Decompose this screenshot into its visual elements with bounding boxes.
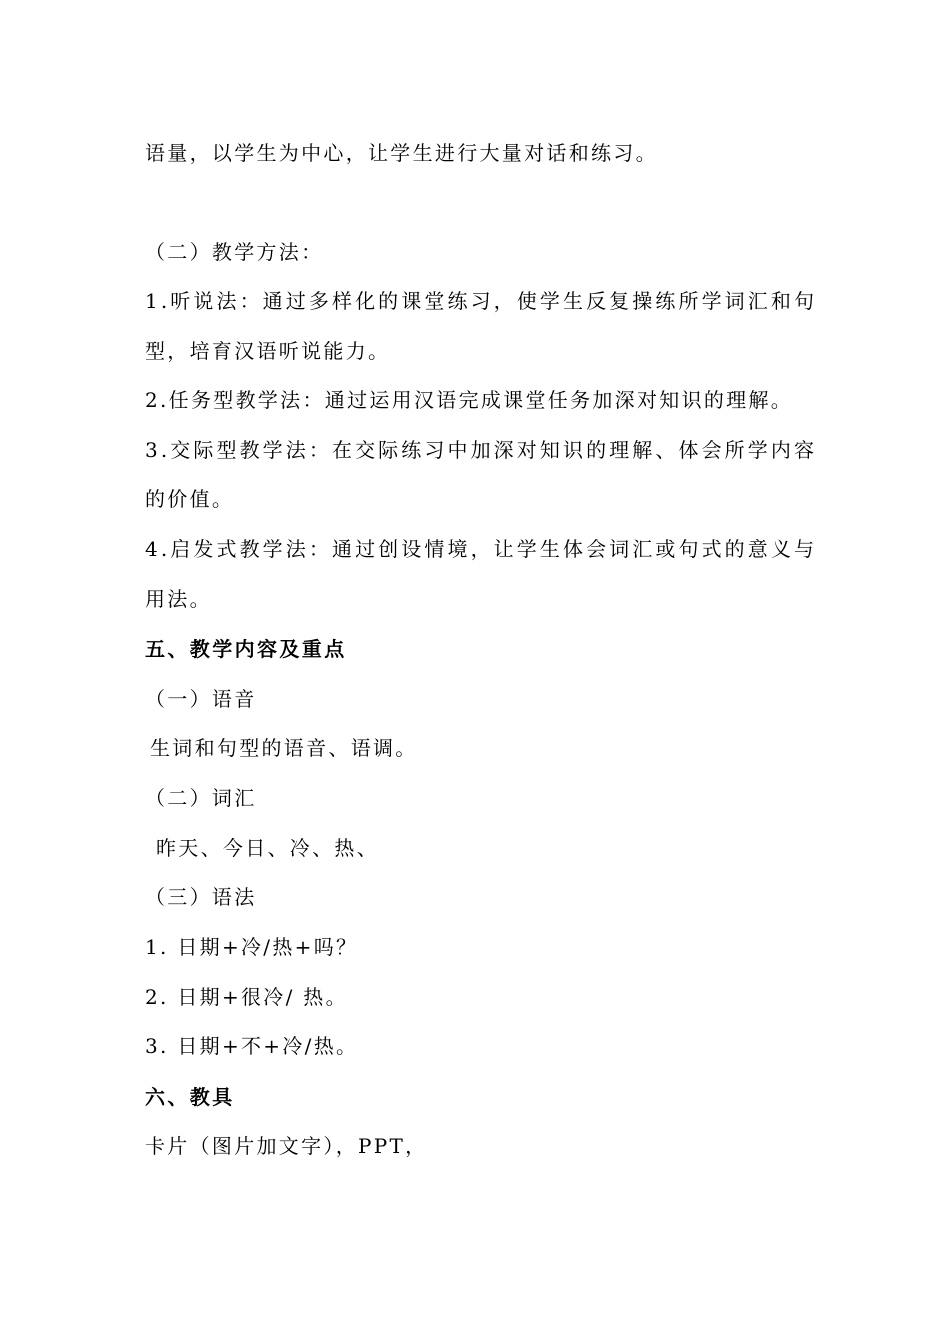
method-4-line-2: 用法。 [145,587,212,611]
grammar-item-1: 1. 日期+冷/热+吗？ [145,935,359,959]
paragraph-line: 语量，以学生为中心，让学生进行大量对话和练习。 [145,141,658,165]
method-4-line-1: 4.启发式教学法：通过创设情境，让学生体会词汇或句式的意义与 [145,537,818,561]
phonetics-body: 生词和句型的语音、语调。 [150,736,418,760]
grammar-item-2: 2. 日期+很冷/ 热。 [145,985,348,1009]
vocab-heading: （二）词汇 [145,786,257,810]
method-2: 2.任务型教学法：通过运用汉语完成课堂任务加深对知识的理解。 [145,388,794,412]
phonetics-heading: （一）语音 [145,687,257,711]
grammar-heading: （三）语法 [145,885,257,909]
section-6-heading: 六、教具 [145,1085,235,1109]
method-3-line-1: 3.交际型教学法：在交际练习中加深对知识的理解、体会所学内容 [145,438,818,462]
method-1-line-2: 型，培育汉语听说能力。 [145,339,391,363]
vocab-body: 昨天、今日、冷、热、 [156,836,379,860]
method-heading: （二）教学方法： [145,240,324,264]
method-1-line-1: 1.听说法：通过多样化的课堂练习，使学生反复操练所学词汇和句 [145,289,818,313]
method-3-line-2: 的价值。 [145,487,235,511]
tools-body: 卡片（图片加文字），PPT， [145,1134,428,1158]
grammar-item-3: 3. 日期+不+冷/热。 [145,1034,359,1058]
section-5-heading: 五、教学内容及重点 [145,637,347,661]
